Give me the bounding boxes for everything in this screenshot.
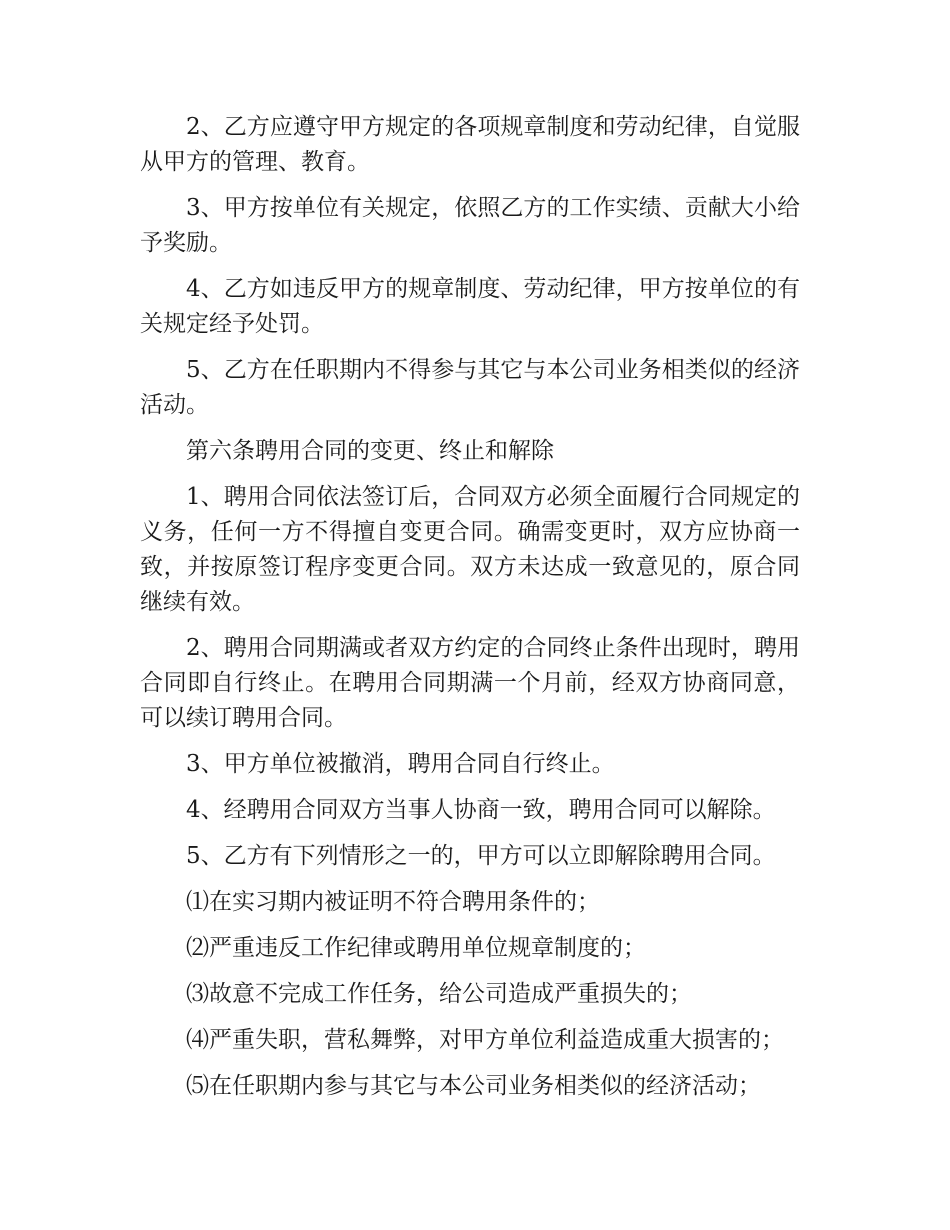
clause-3-rewards: 3、甲方按单位有关规定，依照乙方的工作实绩、贡献大小给予奖励。 [140,195,800,256]
clause-5-non-compete: 5、乙方在任职期内不得参与其它与本公司业务相类似的经济活动。 [140,357,800,418]
article-6-item-4: 4、经聘用合同双方当事人协商一致，聘用合同可以解除。 [186,797,776,823]
document-body [140,110,800,1115]
clause-2-obey-rules: 2、乙方应遵守甲方规定的各项规章制度和劳动纪律，自觉服从甲方的管理、教育。 [140,114,800,175]
article-6-item-5: 5、乙方有下列情形之一的，甲方可以立即解除聘用合同。 [186,843,776,869]
sub-item-1: ⑴在实习期内被证明不符合聘用条件的； [186,889,600,915]
sub-item-5: ⑸在任职期内参与其它与本公司业务相类似的经济活动； [186,1073,761,1099]
clause-4-penalties: 4、乙方如违反甲方的规章制度、劳动纪律，甲方按单位的有关规定经予处罚。 [140,276,800,337]
sub-item-3: ⑶故意不完成工作任务，给公司造成严重损失的； [186,981,692,1007]
article-6-item-2: 2、聘用合同期满或者双方约定的合同终止条件出现时，聘用合同即自行终止。在聘用合同期满一个月前，经双方协商同意，可以续订聘用合同。 [140,635,800,731]
sub-item-2: ⑵严重违反工作纪律或聘用单位规章制度的； [186,935,646,961]
article-6-item-1: 1、聘用合同依法签订后，合同双方必须全面履行合同规定的义务，任何一方不得擅自变更合同。确需变更时，双方应协商一致，并按原签订程序变更合同。双方未达成一致意见的，原合同继续有效。 [140,484,800,615]
sub-item-4: ⑷严重失职，营私舞弊，对甲方单位利益造成重大损害的； [186,1027,784,1053]
section-heading-article-6: 第六条聘用合同的变更、终止和解除 [186,438,554,464]
article-6-item-3: 3、甲方单位被撤消，聘用合同自行终止。 [186,751,615,777]
